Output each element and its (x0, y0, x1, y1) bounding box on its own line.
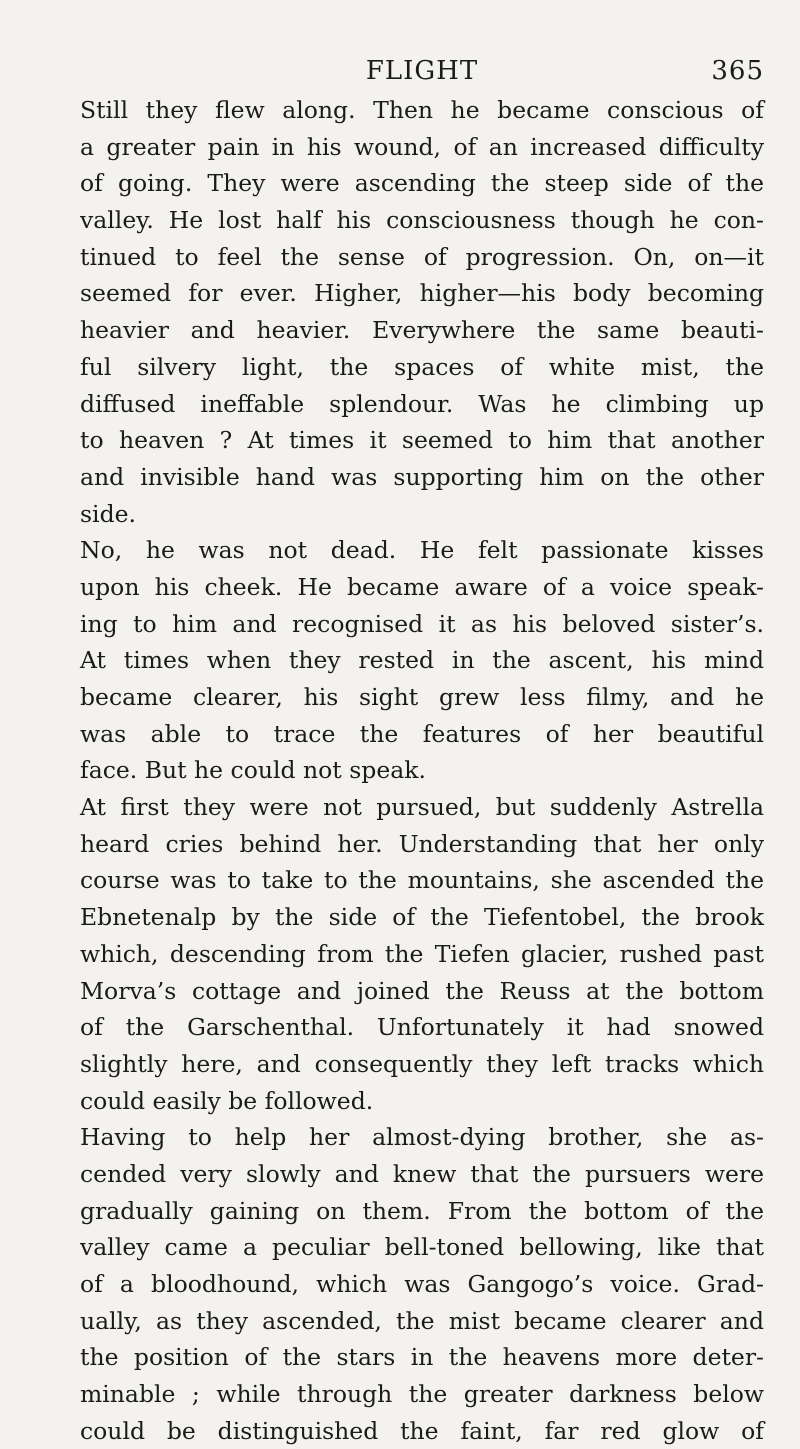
text-line: a greater pain in his wound, of an increased difficulty (80, 132, 764, 161)
text-line: which, descending from the Tiefen glacier, rushed past (80, 939, 764, 968)
text-line: Morva’s cottage and joined the Reuss at the bottom (80, 976, 764, 1005)
text-line: valley came a peculiar bell-toned bellowing, like that (80, 1233, 764, 1262)
running-title: FLIGHT (365, 56, 479, 86)
text-line: upon his cheek. He became aware of a voice speak- (80, 572, 764, 601)
text-line: No, he was not dead. He felt passionate kisses (80, 536, 764, 565)
text-line: of the Garschenthal. Unfortunately it had snowed (80, 1013, 764, 1042)
text-line: side. (80, 499, 136, 528)
text-line: valley. He lost half his consciousness though he con- (80, 206, 764, 235)
text-line: slightly here, and consequently they left tracks which (80, 1049, 764, 1078)
text-line: Ebnetenalp by the side of the Tiefentobel, the brook (80, 903, 764, 932)
text-line: could be distinguished the faint, far red glow of (80, 1416, 764, 1445)
text-line: ually, as they ascended, the mist became clearer and (80, 1306, 764, 1335)
text-line: At times when they rested in the ascent, his mind (80, 646, 764, 675)
text-line: seemed for ever. Higher, higher—his body becoming (80, 279, 764, 308)
text-line: course was to take to the mountains, she ascended the (80, 866, 764, 895)
text-line: diffused ineffable splendour. Was he climbing up (80, 389, 764, 418)
text-line: and invisible hand was supporting him on the other (80, 462, 764, 491)
body-text (80, 92, 764, 1449)
text-line: to heaven ? At times it seemed to him that another (80, 426, 764, 455)
text-line: of a bloodhound, which was Gangogo’s voice. Grad- (80, 1270, 764, 1298)
text-line: could easily be followed. (80, 1086, 374, 1115)
text-line: heavier and heavier. Everywhere the same beauti- (80, 316, 764, 345)
text-line: heard cries behind her. Understanding that her only (80, 829, 764, 858)
text-line: ing to him and recognised it as his beloved sister’s. (80, 609, 764, 638)
text-line: cended very slowly and knew that the pursuers were (80, 1159, 764, 1188)
page-number: 365 (711, 56, 764, 86)
text-line: ful silvery light, the spaces of white mist, the (80, 352, 764, 381)
text-line: gradually gaining on them. From the bottom of the (80, 1196, 764, 1225)
text-line: was able to trace the features of her beautiful (80, 719, 764, 748)
text-line: Having to help her almost-dying brother, she as- (80, 1123, 764, 1152)
running-head (80, 56, 764, 92)
text-line: minable ; while through the greater darkness below (80, 1380, 764, 1409)
text-line: Still they flew along. Then he became conscious of (80, 96, 764, 124)
text-line: face. But he could not speak. (80, 756, 426, 785)
text-line: became clearer, his sight grew less filmy, and he (80, 683, 764, 711)
text-line: the position of the stars in the heavens more deter- (80, 1343, 764, 1372)
text-line: of going. They were ascending the steep side of the (80, 169, 764, 198)
text-line: At first they were not pursued, but suddenly Astrella (80, 793, 764, 822)
text-line: tinued to feel the sense of progression. On, on—it (80, 242, 764, 271)
